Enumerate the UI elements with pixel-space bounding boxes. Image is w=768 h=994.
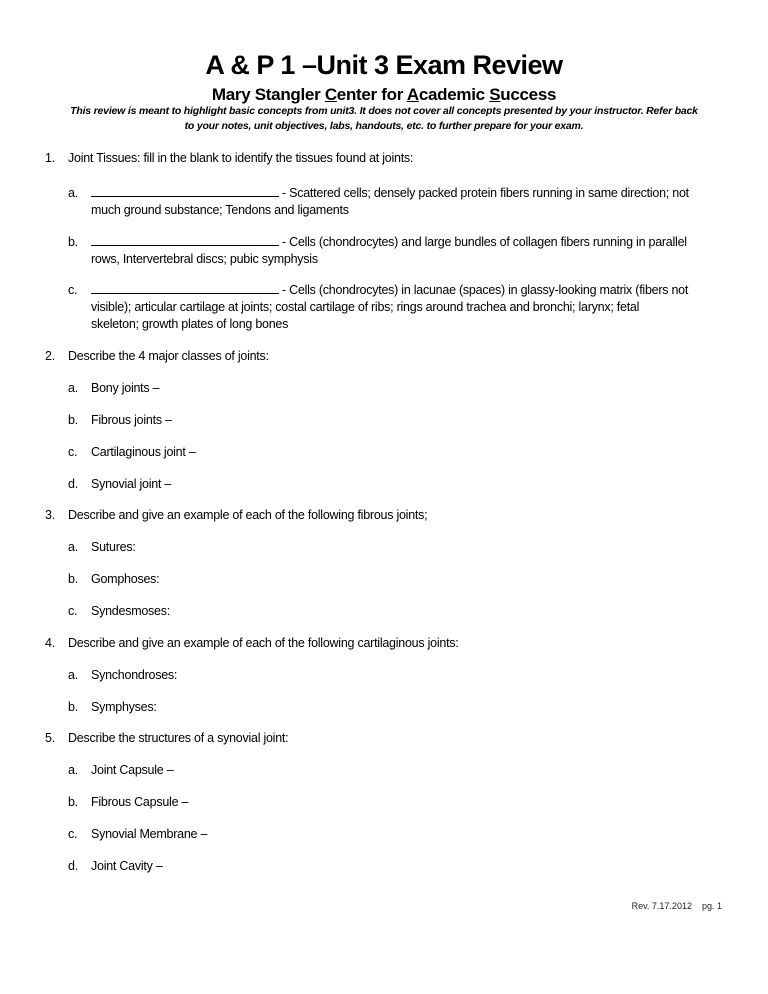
item-label: c. [68,283,78,297]
page-number: pg. 1 [701,901,722,911]
subtitle-text: C [324,85,337,104]
item-text: Joint Cavity – [91,859,163,873]
item-text: Bony joints – [91,381,160,395]
question-text: Describe and give an example of each of the following cartilaginous joints: [68,636,459,650]
item-text: Symphyses: [91,700,157,714]
item-text: visible); articular cartilage at joints; costal cartilage of ribs; rings around trachea and bronchi; larynx; fetal [91,300,640,314]
question-number: 5. [45,731,55,745]
page-footer [632,901,722,911]
item-text: much ground substance; Tendons and ligaments [91,203,349,217]
item-text: Synovial joint – [91,477,172,491]
question-number: 3. [45,508,55,522]
item-text: Fibrous Capsule – [91,795,189,809]
subtitle-text: A [406,85,419,104]
item-label: b. [68,235,78,249]
item-label: a. [68,540,78,554]
question-number: 4. [45,636,55,650]
item-label: b. [68,795,78,809]
item-label: a. [68,381,78,395]
item-text: skeleton; growth plates of long bones [91,317,289,331]
item-label: c. [68,445,78,459]
item-label: b. [68,572,78,586]
revision-date: Rev. 7.17.2012 [631,901,692,911]
item-text: rows, Intervertebral discs; pubic symphysis [91,252,318,266]
item-text: Cartilaginous joint – [91,445,196,459]
question-text: Describe the structures of a synovial joint: [68,731,289,745]
item-label: a. [68,668,78,682]
question-number: 2. [45,349,55,363]
item-text: Joint Capsule – [91,763,174,777]
fill-blank-item [91,282,688,299]
page-title: A & P 1 –Unit 3 Exam Review [205,50,563,80]
subtitle-text: Mary Stangler [211,85,325,104]
fill-in-blank[interactable] [91,185,279,197]
fill-blank-item [91,234,687,251]
item-text: Synovial Membrane – [91,827,208,841]
item-label: d. [68,477,78,491]
item-label: a. [68,186,78,200]
item-label: a. [68,763,78,777]
intro-note-line: to your notes, unit objectives, labs, handouts, etc. to further prepare for your exam. [184,120,584,132]
item-text: Sutures: [91,540,136,554]
item-text: - Cells (chondrocytes) in lacunae (spaces) in glassy-looking matrix (fibers not [282,283,689,297]
subtitle-text: cademic [418,85,490,104]
intro-note-line: This review is meant to highlight basic concepts from unit3. It does not cover all concepts presented by your instructor. Refer back [70,105,698,117]
subtitle-text: uccess [500,85,557,104]
item-label: c. [68,827,78,841]
question-number: 1. [45,151,55,165]
item-label: d. [68,859,78,873]
item-label: c. [68,604,78,618]
item-text: - Cells (chondrocytes) and large bundles of collagen fibers running in parallel [282,235,687,249]
subtitle-text: enter for [336,85,407,104]
question-text: Joint Tissues: fill in the blank to identify the tissues found at joints: [68,151,414,165]
subtitle-text: S [489,85,501,104]
item-text: Fibrous joints – [91,413,172,427]
item-text: Syndesmoses: [91,604,170,618]
question-text: Describe and give an example of each of the following fibrous joints; [68,508,428,522]
fill-in-blank[interactable] [91,282,279,294]
fill-in-blank[interactable] [91,234,279,246]
item-text: Synchondroses: [91,668,178,682]
item-label: b. [68,700,78,714]
item-text: Gomphoses: [91,572,160,586]
page-subtitle [0,85,768,105]
item-label: b. [68,413,78,427]
question-text: Describe the 4 major classes of joints: [68,349,269,363]
item-text: - Scattered cells; densely packed protein fibers running in same direction; not [282,186,689,200]
fill-blank-item [91,185,689,202]
